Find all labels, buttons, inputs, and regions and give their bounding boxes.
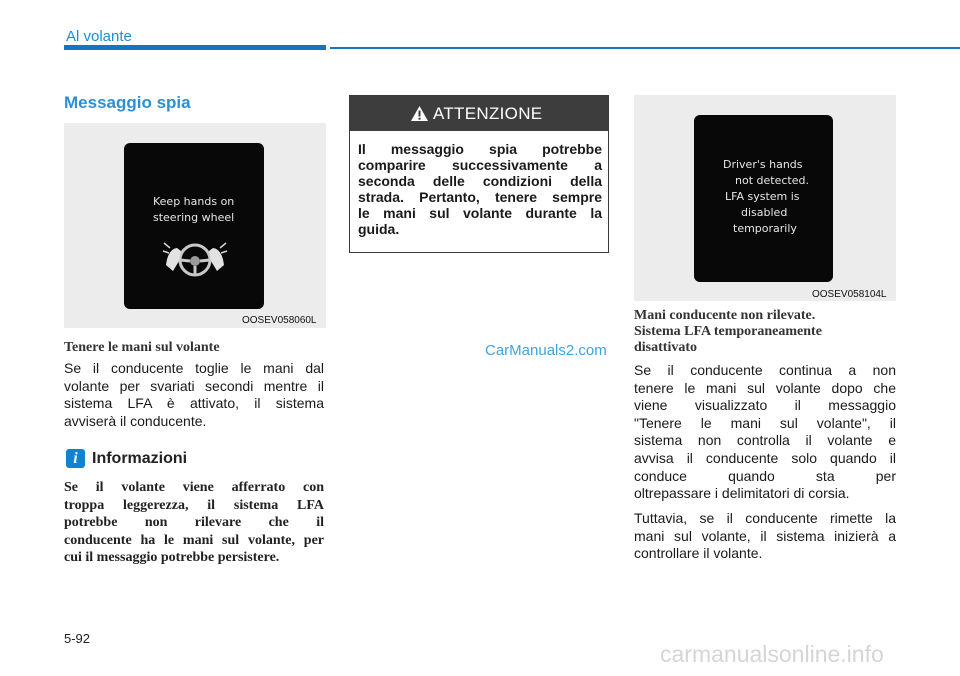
display-line: Keep hands on (153, 195, 235, 208)
text-line: sistema non controlla il volante e (634, 432, 896, 449)
header-rule-thin (330, 47, 960, 49)
title-line: disattivato (634, 340, 697, 355)
display-line: Driver's hands (723, 158, 803, 171)
text-line: "Tenere le mani sul volante", il (634, 414, 896, 431)
figure-right (634, 95, 896, 301)
display-line: LFA system is (725, 190, 800, 203)
info-icon: i (66, 449, 85, 468)
figure-left (64, 123, 326, 328)
text-line: Tuttavia, se il conducente rimette la (634, 510, 896, 526)
site-watermark: carmanualsonline.info (660, 641, 884, 667)
text-line: viene visualizzato il messaggio (634, 397, 896, 414)
text-line: tenere le mani sul volante dopo che (634, 379, 896, 396)
subsection-title: Tenere le mani sul volante (64, 340, 220, 355)
text-line: Se il conducente toglie le mani dal (64, 360, 324, 376)
text-line: avviserà il conducente. (64, 412, 207, 429)
header-rule-thick (64, 45, 326, 50)
text-line: guida. (358, 221, 400, 237)
text-line: controllare il volante. (634, 545, 763, 562)
body-paragraph (64, 360, 324, 430)
display-line: not detected. (735, 174, 809, 187)
page-number: 5-92 (64, 631, 91, 646)
section-label: Al volante (66, 28, 132, 45)
text-line: potrebbe non rilevare che il (64, 515, 324, 531)
text-line: mani sul volante, il sistema inizierà a (634, 527, 896, 544)
display-line: steering wheel (153, 211, 235, 224)
text-line: sistema LFA è attivato, il sistema (64, 395, 324, 412)
warning-text (358, 141, 602, 237)
text-line: seconda delle condizioni della (358, 173, 602, 189)
text-line: oltrepassare i delimitatori di corsia. (634, 485, 850, 502)
text-line: cui il messaggio potrebbe persistere. (64, 550, 280, 566)
watermark-link[interactable]: CarManuals2.com (485, 342, 607, 359)
text-line: conduce quando sta per (634, 467, 896, 484)
subsection-title (634, 308, 896, 356)
text-line: Il messaggio spia potrebbe (358, 141, 602, 157)
text-line: le mani sul volante durante la (358, 205, 602, 221)
title-line: Sistema LFA temporaneamente (634, 324, 822, 339)
warning-triangle-icon (410, 105, 429, 122)
text-line: volante per svariati secondi mentre il (64, 377, 324, 394)
text-line: troppa leggerezza, il sistema LFA (64, 497, 324, 513)
text-line: Se il conducente continua a non (634, 362, 896, 378)
section-heading: Messaggio spia (64, 93, 191, 112)
info-title: Informazioni (92, 450, 188, 467)
cluster-display-left (124, 143, 264, 309)
figure-caption: OOSEV058060L (242, 315, 317, 326)
warning-title: ATTENZIONE (433, 104, 543, 123)
warning-header (350, 96, 608, 131)
text-line: strada. Pertanto, tenere sempre (358, 189, 602, 205)
body-paragraph (634, 362, 896, 503)
text-line: Se il volante viene afferrato con (64, 480, 324, 495)
display-line: disabled (741, 206, 788, 219)
body-paragraph (634, 510, 896, 563)
display-line: temporarily (733, 222, 797, 235)
figure-caption: OOSEV058104L (812, 289, 887, 300)
text-line: avvisa il conducente solo quando il (634, 449, 896, 466)
text-line: comparire successivamente a (358, 157, 602, 173)
text-line: conducente ha le mani sul volante, per (64, 532, 324, 548)
title-line: Mani conducente non rilevate. (634, 308, 816, 323)
cluster-display-right (694, 115, 833, 282)
info-text (64, 479, 324, 567)
warning-box (349, 95, 609, 253)
steering-wheel-hands-icon (162, 235, 228, 279)
